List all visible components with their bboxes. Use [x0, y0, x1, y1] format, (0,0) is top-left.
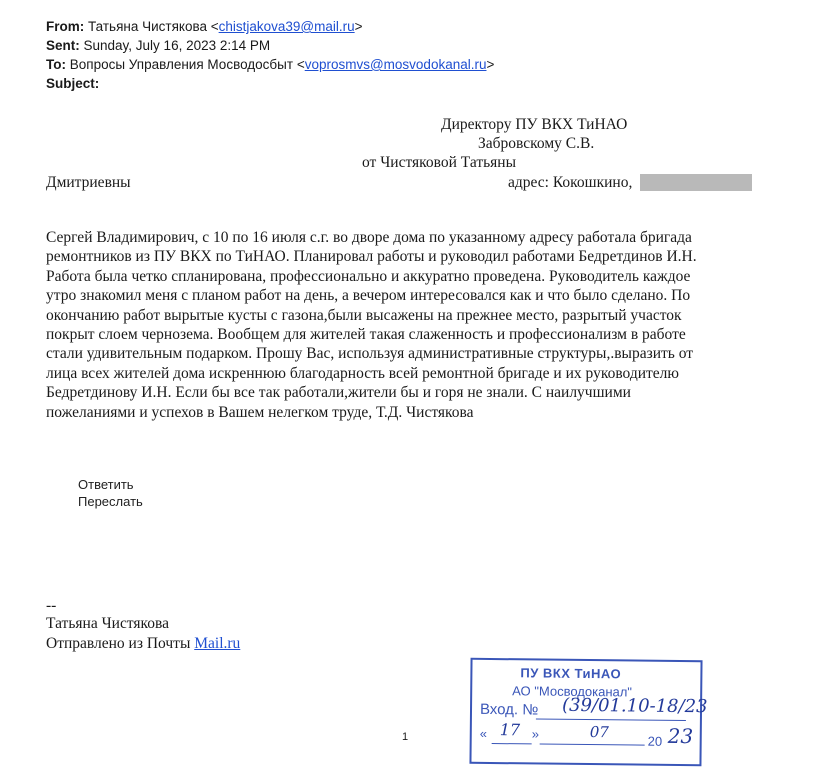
sent-from-text: Отправлено из Почты: [46, 635, 191, 652]
to-line: To: Вопросы Управления Мосводосбыт <voprosmvs@mosvodokanal.ru>: [46, 57, 495, 72]
body-line: окончанию работ вырытые кусты с газона,были высажены на прежнее место, разрытый участок: [46, 306, 682, 324]
body-line: Работа была четко спланирована, профессионально и аккуратно проведена. Руководитель каждое: [46, 267, 691, 285]
stamp-day: 17: [499, 720, 521, 740]
letter-body: [46, 228, 766, 422]
body-line: Сергей Владимирович, с 10 по 16 июля с.г. во дворе дома по указанному адресу работала бригада: [46, 229, 692, 246]
addressee-line-2: Забровскому С.В.: [478, 135, 595, 152]
forward-link[interactable]: Переслать: [78, 494, 143, 509]
to-label: To:: [46, 57, 66, 72]
address-label: адрес: Кокошкино,: [508, 174, 633, 191]
addressee-line-4: Дмитриевны: [46, 174, 131, 191]
stamp-day-underline: [492, 743, 532, 744]
redacted-address-block: [640, 174, 752, 191]
stamp-incoming-number: (39/01.10-18/23: [561, 694, 708, 718]
body-line: стали удивительным подарком. Прошу Вас, используя административные структуры,.выразить от: [46, 345, 694, 363]
mailru-link[interactable]: Mail.ru: [194, 635, 241, 652]
body-line: лица всех жителей дома искреннюю благодарность всей ремонтной бригаде и их руководителю: [46, 364, 679, 382]
sent-label: Sent:: [46, 38, 80, 53]
page-number: 1: [402, 731, 409, 743]
signature-name: Татьяна Чистякова: [46, 615, 170, 632]
to-email-link[interactable]: voprosmvs@mosvodokanal.ru: [304, 57, 487, 72]
reply-link[interactable]: Ответить: [78, 477, 134, 492]
stamp-company: АО "Мосводоканал": [512, 683, 633, 700]
body-line: Бедретдинову И.Н. Если бы все так работали,жители бы и горя не знали. С наилучшими: [46, 384, 631, 402]
stamp-month-underline: [540, 744, 645, 746]
stamp-year-suffix: 23: [667, 723, 694, 749]
stamp-year-prefix: 20: [647, 733, 663, 749]
signature-sent-from: [46, 634, 240, 653]
addressee-line-1: Директору ПУ ВКХ ТиНАО: [441, 116, 628, 133]
body-line: покрыт слоем чернозема. Вообщем для жителей такая слаженность и профессионализм в работе: [46, 326, 686, 344]
registration-stamp: [469, 658, 708, 766]
body-line: ремонтников из ПУ ВКХ по ТиНАО. Планировал работы и руководил работами Бедретдинов И.Н.: [46, 248, 697, 266]
body-line: утро знакомил меня с планом работ на день, а вечером интересовался как и что было сделано. По: [46, 287, 691, 305]
subject-line: [46, 75, 99, 93]
stamp-date-open: «: [479, 725, 488, 741]
from-line: From: Татьяна Чистякова <chistjakova39@mail.ru>: [46, 19, 363, 34]
sent-line: [46, 37, 270, 55]
to-name: Вопросы Управления Мосводосбыт: [69, 57, 294, 72]
stamp-incoming-label: Вход. №: [479, 700, 539, 719]
from-label: From:: [46, 19, 85, 34]
stamp-org: ПУ ВКХ ТиНАО: [520, 665, 622, 682]
stamp-month: 07: [589, 723, 609, 742]
subject-label: Subject:: [46, 76, 100, 91]
stamp-number-underline: [536, 718, 686, 721]
addressee-line-3: от Чистяковой Татьяны: [362, 154, 517, 171]
sent-value: Sunday, July 16, 2023 2:14 PM: [83, 38, 271, 53]
from-name: Татьяна Чистякова: [88, 19, 207, 34]
from-email-link[interactable]: chistjakova39@mail.ru: [218, 19, 355, 34]
body-line: пожеланиями и успехов в Вашем нелегком труде, Т.Д. Чистякова: [46, 403, 474, 421]
signature-separator: --: [46, 597, 57, 614]
stamp-date-close: »: [531, 726, 540, 742]
